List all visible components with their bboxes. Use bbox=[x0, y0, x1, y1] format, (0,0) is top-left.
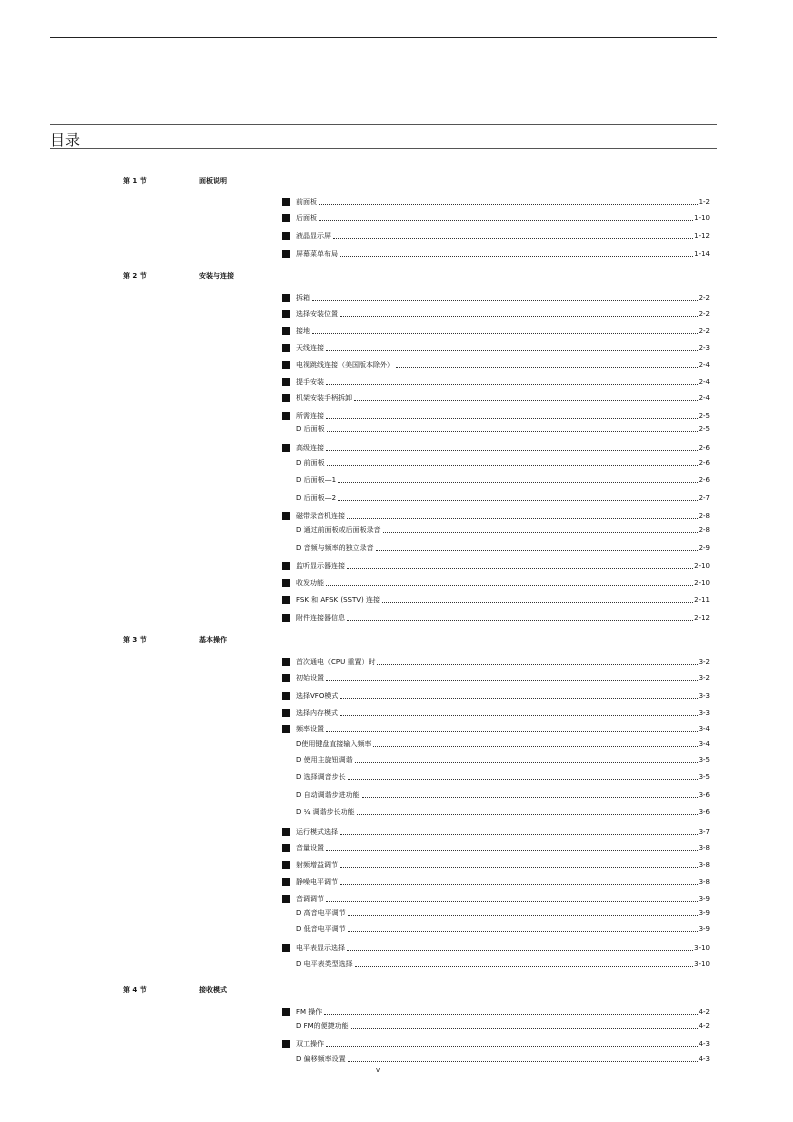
toc-entry[interactable] bbox=[282, 509, 710, 521]
page-number: v bbox=[376, 1066, 381, 1074]
toc-entry-page: 3-6 bbox=[698, 808, 710, 816]
toc-entry-page: 3-9 bbox=[698, 925, 710, 933]
square-bullet-icon bbox=[282, 344, 290, 352]
toc-entry-page: 2-6 bbox=[698, 459, 710, 467]
toc-entry-page: 1-10 bbox=[694, 214, 710, 222]
dot-leader bbox=[340, 256, 693, 257]
toc-entry[interactable] bbox=[296, 805, 710, 817]
toc-entry-label: 提手安装 bbox=[296, 378, 324, 386]
toc-entry-page: 3-2 bbox=[698, 674, 710, 682]
square-bullet-icon bbox=[282, 250, 290, 258]
toc-entry[interactable] bbox=[282, 671, 710, 683]
toc-entry[interactable] bbox=[296, 737, 710, 749]
dot-leader bbox=[326, 901, 698, 902]
section-number: 第 2 节 bbox=[123, 272, 147, 280]
dot-leader bbox=[357, 814, 698, 815]
toc-entry-page: 3-2 bbox=[698, 658, 710, 666]
dot-leader bbox=[312, 300, 698, 301]
toc-entry-label: 双工操作 bbox=[296, 1040, 324, 1048]
toc-entry-label: 液晶显示屏 bbox=[296, 232, 331, 240]
title-rule-top bbox=[50, 124, 717, 125]
dot-leader bbox=[377, 664, 697, 665]
toc-entry[interactable] bbox=[282, 825, 710, 837]
toc-entry[interactable] bbox=[296, 473, 710, 485]
square-bullet-icon bbox=[282, 579, 290, 587]
square-bullet-icon bbox=[282, 378, 290, 386]
toc-entry[interactable] bbox=[282, 576, 710, 588]
toc-entry-label: 天线连接 bbox=[296, 344, 324, 352]
square-bullet-icon bbox=[282, 512, 290, 520]
square-bullet-icon bbox=[282, 1040, 290, 1048]
header-rule bbox=[50, 37, 717, 38]
dot-leader bbox=[326, 585, 693, 586]
toc-entry-page: 1-2 bbox=[698, 198, 710, 206]
toc-entry-page: 2-2 bbox=[698, 327, 710, 335]
toc-entry[interactable] bbox=[296, 906, 710, 918]
toc-entry-label: D 高音电平调节 bbox=[296, 909, 346, 917]
toc-entry-label: D ¼ 调谐步长功能 bbox=[296, 808, 355, 816]
toc-entry-label: 收发功能 bbox=[296, 579, 324, 587]
dot-leader bbox=[348, 931, 698, 932]
square-bullet-icon bbox=[282, 725, 290, 733]
dot-leader bbox=[348, 1061, 698, 1062]
dot-leader bbox=[340, 867, 698, 868]
toc-entry-label: D 后面板—2 bbox=[296, 494, 337, 502]
toc-entry-page: 3-4 bbox=[698, 740, 710, 748]
dot-leader bbox=[396, 367, 698, 368]
toc-entry[interactable] bbox=[282, 341, 710, 353]
toc-entry-label: 机架安装手柄拆卸 bbox=[296, 394, 352, 402]
dot-leader bbox=[326, 384, 698, 385]
toc-entry[interactable] bbox=[282, 559, 710, 571]
toc-entry-label: D 使用主旋钮调谐 bbox=[296, 756, 353, 764]
dot-leader bbox=[326, 731, 698, 732]
dot-leader bbox=[347, 518, 698, 519]
toc-entry-label: 高级连接 bbox=[296, 444, 324, 452]
toc-entry[interactable] bbox=[282, 291, 710, 303]
toc-entry-label: 拆箱 bbox=[296, 294, 310, 302]
section-title: 面板说明 bbox=[199, 177, 227, 185]
dot-leader bbox=[340, 698, 697, 699]
dot-leader bbox=[326, 680, 698, 681]
dot-leader bbox=[326, 450, 698, 451]
toc-entry-label: 音调调节 bbox=[296, 895, 324, 903]
section-title: 基本操作 bbox=[199, 636, 227, 644]
square-bullet-icon bbox=[282, 658, 290, 666]
dot-leader bbox=[383, 532, 698, 533]
toc-entry[interactable] bbox=[296, 922, 710, 934]
dot-leader bbox=[326, 418, 698, 419]
toc-entry-label: D 选择调音步长 bbox=[296, 773, 346, 781]
square-bullet-icon bbox=[282, 692, 290, 700]
dot-leader bbox=[355, 966, 693, 967]
toc-entry-page: 2-10 bbox=[694, 562, 710, 570]
square-bullet-icon bbox=[282, 944, 290, 952]
toc-entry-label: 选择安装位置 bbox=[296, 310, 338, 318]
dot-leader bbox=[338, 482, 697, 483]
dot-leader bbox=[347, 950, 693, 951]
square-bullet-icon bbox=[282, 198, 290, 206]
toc-entry-label: D 后面板 bbox=[296, 425, 325, 433]
dot-leader bbox=[340, 715, 698, 716]
toc-entry-page: 3-9 bbox=[698, 909, 710, 917]
square-bullet-icon bbox=[282, 361, 290, 369]
dot-leader bbox=[312, 333, 698, 334]
toc-entry-page: 2-8 bbox=[698, 512, 710, 520]
toc-entry-label: 接地 bbox=[296, 327, 310, 335]
toc-entry[interactable] bbox=[282, 722, 710, 734]
toc-entry[interactable] bbox=[282, 593, 710, 605]
toc-entry-page: 2-6 bbox=[698, 444, 710, 452]
toc-entry[interactable] bbox=[282, 409, 710, 421]
toc-entry-page: 3-8 bbox=[698, 878, 710, 886]
square-bullet-icon bbox=[282, 674, 290, 682]
toc-entry[interactable] bbox=[282, 229, 710, 241]
dot-leader bbox=[327, 465, 698, 466]
square-bullet-icon bbox=[282, 394, 290, 402]
dot-leader bbox=[340, 316, 698, 317]
toc-entry-page: 2-10 bbox=[694, 579, 710, 587]
section-number: 第 1 节 bbox=[123, 177, 147, 185]
toc-entry-page: 1-12 bbox=[694, 232, 710, 240]
toc-entry[interactable] bbox=[296, 422, 710, 434]
toc-entry-page: 3-8 bbox=[698, 844, 710, 852]
toc-entry[interactable] bbox=[296, 491, 710, 503]
toc-entry-page: 2-5 bbox=[698, 412, 710, 420]
toc-entry-page: 3-5 bbox=[698, 756, 710, 764]
toc-entry-label: 射频增益调节 bbox=[296, 861, 338, 869]
toc-entry[interactable] bbox=[282, 307, 710, 319]
square-bullet-icon bbox=[282, 294, 290, 302]
dot-leader bbox=[348, 915, 698, 916]
toc-entry-label: D 低音电平调节 bbox=[296, 925, 346, 933]
toc-entry-page: 2-2 bbox=[698, 294, 710, 302]
toc-entry[interactable] bbox=[296, 541, 710, 553]
toc-entry[interactable] bbox=[296, 788, 710, 800]
toc-entry-page: 3-5 bbox=[698, 773, 710, 781]
square-bullet-icon bbox=[282, 327, 290, 335]
dot-leader bbox=[354, 400, 698, 401]
toc-entry-label: 选择VFO模式 bbox=[296, 692, 339, 700]
toc-entry[interactable] bbox=[282, 655, 710, 667]
square-bullet-icon bbox=[282, 310, 290, 318]
toc-entry-page: 3-3 bbox=[698, 692, 710, 700]
toc-entry-label: D 自动调谐步进功能 bbox=[296, 791, 360, 799]
toc-entry-page: 3-10 bbox=[694, 944, 710, 952]
toc-entry-label: D使用键盘直接输入频率 bbox=[296, 740, 372, 748]
page-title: 目录 bbox=[50, 131, 81, 149]
toc-entry[interactable] bbox=[296, 456, 710, 468]
toc-entry-page: 2-2 bbox=[698, 310, 710, 318]
toc-entry-label: 初始设置 bbox=[296, 674, 324, 682]
toc-entry[interactable] bbox=[296, 770, 710, 782]
toc-entry-page: 3-6 bbox=[698, 791, 710, 799]
dot-leader bbox=[326, 350, 698, 351]
toc-entry[interactable] bbox=[282, 195, 710, 207]
dot-leader bbox=[347, 620, 693, 621]
toc-entry[interactable] bbox=[282, 941, 710, 953]
toc-entry-label: 监听显示器连接 bbox=[296, 562, 345, 570]
toc-entry[interactable] bbox=[282, 706, 710, 718]
toc-entry-page: 2-4 bbox=[698, 394, 710, 402]
toc-entry-page: 3-4 bbox=[698, 725, 710, 733]
dot-leader bbox=[362, 797, 698, 798]
toc-entry[interactable] bbox=[282, 611, 710, 623]
dot-leader bbox=[333, 238, 693, 239]
toc-entry[interactable] bbox=[282, 441, 710, 453]
toc-entry-page: 2-8 bbox=[698, 526, 710, 534]
toc-entry-label: 电视跳线连接（美国版本除外） bbox=[296, 361, 394, 369]
toc-entry-label: FM 操作 bbox=[296, 1008, 323, 1016]
toc-entry[interactable] bbox=[282, 1037, 710, 1049]
toc-entry-page: 2-12 bbox=[694, 614, 710, 622]
toc-entry-page: 2-7 bbox=[698, 494, 710, 502]
toc-entry-label: D 前面板 bbox=[296, 459, 325, 467]
toc-entry-page: 2-5 bbox=[698, 425, 710, 433]
toc-entry-label: D 电平表类型选择 bbox=[296, 960, 353, 968]
toc-entry[interactable] bbox=[296, 957, 710, 969]
toc-entry[interactable] bbox=[282, 358, 710, 370]
toc-entry-label: 频率设置 bbox=[296, 725, 324, 733]
section-number: 第 3 节 bbox=[123, 636, 147, 644]
toc-entry[interactable] bbox=[282, 391, 710, 403]
dot-leader bbox=[355, 762, 698, 763]
toc-entry-label: 屏幕菜单布局 bbox=[296, 250, 338, 258]
toc-entry[interactable] bbox=[282, 324, 710, 336]
dot-leader bbox=[327, 431, 698, 432]
square-bullet-icon bbox=[282, 878, 290, 886]
toc-entry-label: 后面板 bbox=[296, 214, 317, 222]
dot-leader bbox=[340, 834, 698, 835]
square-bullet-icon bbox=[282, 444, 290, 452]
toc-entry-label: 前面板 bbox=[296, 198, 317, 206]
toc-entry[interactable] bbox=[282, 892, 710, 904]
toc-entry-label: D 通过前面板或后面板录音 bbox=[296, 526, 381, 534]
square-bullet-icon bbox=[282, 828, 290, 836]
toc-entry-label: 所需连接 bbox=[296, 412, 324, 420]
toc-entry-label: FSK 和 AFSK (SSTV) 连接 bbox=[296, 596, 380, 604]
toc-entry-page: 2-4 bbox=[698, 361, 710, 369]
dot-leader bbox=[348, 779, 698, 780]
toc-entry[interactable] bbox=[282, 247, 710, 259]
square-bullet-icon bbox=[282, 596, 290, 604]
dot-leader bbox=[326, 850, 698, 851]
dot-leader bbox=[382, 602, 693, 603]
toc-entry[interactable] bbox=[282, 689, 710, 701]
toc-entry-label: D 音频与频率的独立录音 bbox=[296, 544, 374, 552]
toc-entry-page: 3-9 bbox=[698, 895, 710, 903]
toc-entry-page: 4-2 bbox=[698, 1022, 710, 1030]
toc-entry-page: 3-8 bbox=[698, 861, 710, 869]
toc-entry[interactable] bbox=[296, 1052, 710, 1064]
toc-entry-label: 附件连接器信息 bbox=[296, 614, 345, 622]
toc-entry[interactable] bbox=[282, 841, 710, 853]
toc-entry-page: 1-14 bbox=[694, 250, 710, 258]
toc-entry-page: 3-7 bbox=[698, 828, 710, 836]
toc-entry-label: 运行模式选择 bbox=[296, 828, 338, 836]
toc-entry-page: 3-10 bbox=[694, 960, 710, 968]
section-title: 接收模式 bbox=[199, 986, 227, 994]
toc-entry[interactable] bbox=[296, 753, 710, 765]
toc-entry-label: 音量设置 bbox=[296, 844, 324, 852]
square-bullet-icon bbox=[282, 562, 290, 570]
square-bullet-icon bbox=[282, 232, 290, 240]
square-bullet-icon bbox=[282, 844, 290, 852]
square-bullet-icon bbox=[282, 709, 290, 717]
dot-leader bbox=[347, 568, 693, 569]
toc-entry-page: 2-11 bbox=[694, 596, 710, 604]
dot-leader bbox=[319, 220, 693, 221]
square-bullet-icon bbox=[282, 412, 290, 420]
toc-entry-page: 4-3 bbox=[698, 1040, 710, 1048]
square-bullet-icon bbox=[282, 1008, 290, 1016]
toc-entry[interactable] bbox=[296, 1019, 710, 1031]
toc-entry-page: 3-3 bbox=[698, 709, 710, 717]
square-bullet-icon bbox=[282, 214, 290, 222]
toc-entry-label: D 后面板—1 bbox=[296, 476, 337, 484]
dot-leader bbox=[376, 550, 698, 551]
toc-entry-page: 4-3 bbox=[698, 1055, 710, 1063]
toc-entry-page: 2-9 bbox=[698, 544, 710, 552]
square-bullet-icon bbox=[282, 614, 290, 622]
square-bullet-icon bbox=[282, 895, 290, 903]
toc-entry-label: 首次通电（CPU 重置）时 bbox=[296, 658, 376, 666]
toc-entry-page: 2-6 bbox=[698, 476, 710, 484]
toc-entry[interactable] bbox=[282, 858, 710, 870]
square-bullet-icon bbox=[282, 861, 290, 869]
toc-entry[interactable] bbox=[282, 211, 710, 223]
title-rule-bottom bbox=[50, 148, 717, 149]
toc-entry-label: D 偏移频率设置 bbox=[296, 1055, 346, 1063]
dot-leader bbox=[340, 884, 698, 885]
dot-leader bbox=[338, 500, 697, 501]
toc-entry[interactable] bbox=[296, 523, 710, 535]
toc-entry-page: 4-2 bbox=[698, 1008, 710, 1016]
section-number: 第 4 节 bbox=[123, 986, 147, 994]
toc-entry[interactable] bbox=[282, 875, 710, 887]
toc-entry-label: 静噪电平调节 bbox=[296, 878, 338, 886]
toc-entry-label: 选择内存模式 bbox=[296, 709, 338, 717]
toc-entry[interactable] bbox=[282, 1005, 710, 1017]
toc-entry-label: 电平表显示选择 bbox=[296, 944, 345, 952]
section-title: 安装与连接 bbox=[199, 272, 234, 280]
dot-leader bbox=[319, 204, 698, 205]
toc-entry[interactable] bbox=[282, 375, 710, 387]
dot-leader bbox=[324, 1014, 697, 1015]
toc-entry-page: 2-3 bbox=[698, 344, 710, 352]
dot-leader bbox=[351, 1028, 698, 1029]
toc-entry-label: 磁带录音机连接 bbox=[296, 512, 345, 520]
toc-entry-label: D FM的便捷功能 bbox=[296, 1022, 349, 1030]
toc-entry-page: 2-4 bbox=[698, 378, 710, 386]
dot-leader bbox=[326, 1046, 698, 1047]
dot-leader bbox=[373, 746, 697, 747]
